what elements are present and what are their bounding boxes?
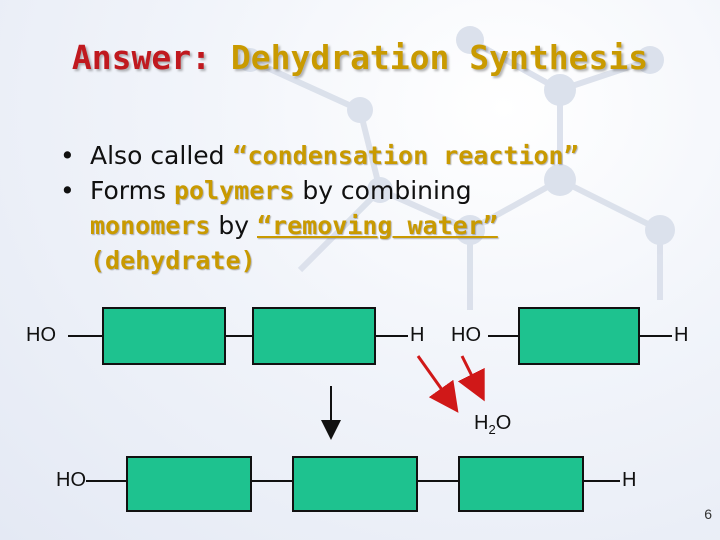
bullet-text: by combining [294,176,472,205]
label-ho-top-left: HO [26,324,56,346]
highlight-monomers: monomers [90,211,211,240]
title-main: Dehydration Synthesis [230,38,649,77]
water-subscript: 2 [488,422,496,437]
monomer-box-2 [252,307,376,365]
polymer-box-3 [458,456,584,512]
label-ho-bottom: HO [56,469,86,491]
bullet-text: by [210,211,257,240]
bullet-text: Also called [90,141,233,170]
bullet-dot: • [60,176,75,205]
label-ho-top-mid: HO [451,324,481,346]
label-h-top-right: H [674,324,689,346]
highlight-condensation: “condensation reaction” [232,141,579,170]
highlight-polymers: polymers [173,176,295,205]
monomer-box-3 [518,307,640,365]
title-prefix: Answer: [71,38,211,77]
red-arrow-oh [462,356,482,396]
water-h: H [474,412,489,434]
highlight-removing-water: “removing water” [256,211,498,240]
label-h-bottom: H [622,469,637,491]
bullet-dot: • [60,141,75,170]
red-arrow-h [418,356,455,408]
highlight-dehydrate: (dehydrate) [90,246,256,275]
monomer-box-1 [102,307,226,365]
polymer-box-2 [292,456,418,512]
bullet-text: Forms [90,176,174,205]
label-h-top-mid: H [410,324,425,346]
water-o: O [495,412,512,434]
page-number: 6 [704,506,712,522]
polymer-box-1 [126,456,252,512]
label-water [474,412,511,437]
